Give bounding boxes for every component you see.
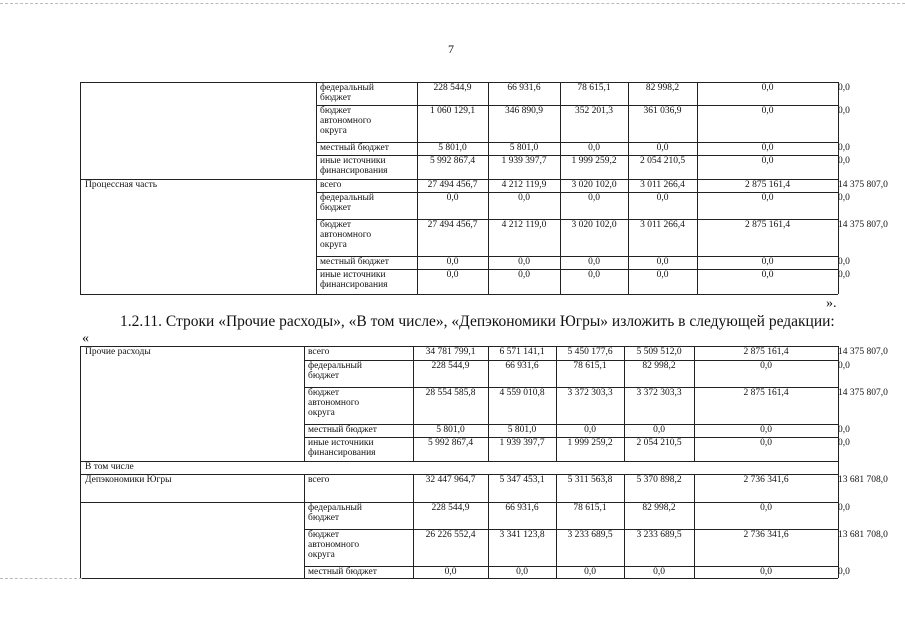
closing-quote: ». xyxy=(826,296,837,311)
grid-vline xyxy=(304,474,305,578)
funding-source-label xyxy=(320,220,371,250)
cell-value: 0,0 xyxy=(761,193,774,203)
cell-value: 6 571 141,1 xyxy=(499,347,545,357)
cell-value: 5 801,0 xyxy=(438,143,467,153)
grid-hline xyxy=(80,461,838,462)
cell-value: 0,0 xyxy=(838,438,850,448)
funding-source-label xyxy=(320,257,389,267)
row-section-label: Депэкономики Югры xyxy=(85,475,172,485)
funding-source-label xyxy=(308,347,329,357)
cell-value: 0,0 xyxy=(588,143,600,153)
cell-value: 228 544,9 xyxy=(431,503,470,513)
funding-source-line: местный бюджет xyxy=(320,143,389,153)
cell-value: 0,0 xyxy=(656,193,669,203)
cell-value: 0,0 xyxy=(584,425,596,435)
funding-source-line: бюджет xyxy=(308,388,340,398)
amendment-paragraph: 1.2.11. Строки «Прочие расходы», «В том числе», «Депэкономики Югры» изложить в следующей редакции: xyxy=(120,313,835,330)
cell-value: 0,0 xyxy=(838,83,850,93)
funding-source-label xyxy=(308,388,359,418)
cell-value: 2 054 210,5 xyxy=(639,156,686,166)
cell-value: 26 226 552,4 xyxy=(425,530,476,540)
funding-source-line: бюджет xyxy=(320,93,352,103)
cell-value: 228 544,9 xyxy=(431,361,470,371)
funding-source-label xyxy=(320,83,374,103)
funding-source-line: местный бюджет xyxy=(308,567,377,577)
cell-value: 346 890,9 xyxy=(505,106,543,116)
cell-value: 0,0 xyxy=(838,106,850,116)
funding-source-line: федеральный xyxy=(320,193,374,203)
funding-source-line: автономного xyxy=(320,116,372,126)
cell-value: 0,0 xyxy=(761,83,774,93)
funding-source-line: округа xyxy=(320,126,347,136)
grid-hline xyxy=(80,294,838,295)
cell-value: 0,0 xyxy=(588,193,600,203)
cell-value: 2 875 161,4 xyxy=(743,347,789,357)
cell-value: 0,0 xyxy=(584,567,596,577)
cell-value: 3 011 266,4 xyxy=(640,180,685,190)
funding-source-line: округа xyxy=(308,408,335,418)
cell-value: 66 931,6 xyxy=(507,83,541,93)
funding-source-line: бюджет xyxy=(308,530,340,540)
cell-value: 3 020 102,0 xyxy=(571,220,617,230)
cell-value: 5 509 512,0 xyxy=(636,347,682,357)
funding-source-line: финансирования xyxy=(308,448,376,458)
cell-value: 3 011 266,4 xyxy=(640,220,685,230)
cell-value: 2 054 210,5 xyxy=(636,438,682,448)
cell-value: 0,0 xyxy=(518,257,530,267)
cell-value: 14 375 807,0 xyxy=(838,347,888,357)
cell-value: 4 559 010,8 xyxy=(499,388,545,398)
cell-value: 5 992 867,4 xyxy=(427,438,474,448)
cell-value: 0,0 xyxy=(656,257,669,267)
page-number: 7 xyxy=(448,42,454,56)
cell-value: 78 615,1 xyxy=(573,503,607,513)
funding-source-line: местный бюджет xyxy=(308,425,377,435)
cell-value: 0,0 xyxy=(588,270,600,280)
cell-value: 2 875 161,4 xyxy=(744,180,791,190)
funding-source-line: всего xyxy=(320,180,342,190)
cell-value: 0,0 xyxy=(516,567,528,577)
grid-vline xyxy=(80,346,81,578)
cell-value: 5 992 867,4 xyxy=(429,156,476,166)
funding-source-label xyxy=(308,475,329,485)
cell-value: 34 781 799,1 xyxy=(425,347,476,357)
cell-value: 32 447 964,7 xyxy=(425,475,476,485)
cell-value: 0,0 xyxy=(656,270,669,280)
cell-value: 66 931,6 xyxy=(505,361,539,371)
funding-source-line: автономного xyxy=(320,230,372,240)
cell-value: 0,0 xyxy=(446,193,459,203)
cell-value: 2 736 341,6 xyxy=(743,475,789,485)
grid-hline xyxy=(80,578,838,579)
cell-value: 0,0 xyxy=(588,257,600,267)
cell-value: 3 233 689,5 xyxy=(636,530,682,540)
funding-source-line: автономного xyxy=(308,540,360,550)
cell-value: 0,0 xyxy=(444,567,457,577)
cell-value: 3 341 123,8 xyxy=(499,530,545,540)
funding-source-line: бюджет xyxy=(308,371,340,381)
cell-value: 3 372 303,3 xyxy=(567,388,613,398)
cell-value: 3 372 303,3 xyxy=(636,388,682,398)
funding-source-line: округа xyxy=(308,550,335,560)
scan-edge-bottom xyxy=(0,578,82,579)
funding-source-label xyxy=(308,530,359,560)
cell-value: 352 201,3 xyxy=(575,106,613,116)
funding-source-line: округа xyxy=(320,240,347,250)
opening-quote: « xyxy=(82,331,89,346)
funding-source-label xyxy=(308,425,377,435)
cell-value: 27 494 456,7 xyxy=(427,220,478,230)
cell-value: 82 998,2 xyxy=(645,83,680,93)
cell-value: 5 801,0 xyxy=(436,425,465,435)
cell-value: 2 736 341,6 xyxy=(743,530,789,540)
cell-value: 5 801,0 xyxy=(509,143,539,153)
funding-source-line: федеральный xyxy=(320,83,374,93)
cell-value: 0,0 xyxy=(838,425,850,435)
funding-source-line: иные источники xyxy=(320,270,386,280)
funding-source-line: бюджет xyxy=(320,106,352,116)
cell-value: 0,0 xyxy=(761,143,774,153)
funding-source-line: финансирования xyxy=(320,166,388,176)
funding-source-line: всего xyxy=(308,347,330,357)
cell-value: 1 939 397,7 xyxy=(501,156,547,166)
funding-source-line: иные источники xyxy=(308,438,374,448)
cell-value: 28 554 585,8 xyxy=(425,388,476,398)
grid-vline xyxy=(694,474,695,578)
cell-value: 5 801,0 xyxy=(507,425,537,435)
cell-value: 1 939 397,7 xyxy=(499,438,545,448)
funding-source-label xyxy=(308,438,376,458)
grid-vline xyxy=(80,82,81,294)
cell-value: 66 931,6 xyxy=(505,503,539,513)
cell-value: 4 212 119,0 xyxy=(501,220,547,230)
cell-value: 0,0 xyxy=(653,567,665,577)
cell-value: 2 875 161,4 xyxy=(744,220,791,230)
funding-source-line: бюджет xyxy=(308,513,340,523)
grid-vline xyxy=(556,474,557,578)
cell-value: 5 311 563,8 xyxy=(567,475,613,485)
funding-source-line: федеральный xyxy=(308,361,362,371)
cell-value: 5 370 898,2 xyxy=(636,475,682,485)
row-section-label: В том числе xyxy=(85,462,134,472)
funding-source-line: автономного xyxy=(308,398,360,408)
grid-vline xyxy=(624,474,625,578)
cell-value: 0,0 xyxy=(656,143,669,153)
grid-vline xyxy=(488,474,489,578)
grid-vline xyxy=(316,82,317,294)
funding-source-label xyxy=(308,361,362,381)
cell-value: 13 681 708,0 xyxy=(838,530,888,540)
cell-value: 82 998,2 xyxy=(642,361,676,371)
funding-source-line: всего xyxy=(308,475,330,485)
cell-value: 3 020 102,0 xyxy=(571,180,617,190)
cell-value: 228 544,9 xyxy=(433,83,472,93)
cell-value: 0,0 xyxy=(518,193,530,203)
cell-value: 82 998,2 xyxy=(642,503,676,513)
cell-value: 1 060 129,1 xyxy=(429,106,476,116)
cell-value: 361 036,9 xyxy=(643,106,682,116)
scan-edge-top xyxy=(0,3,905,4)
grid-vline xyxy=(304,346,305,461)
funding-source-label xyxy=(308,503,362,523)
cell-value: 0,0 xyxy=(838,567,850,577)
cell-value: 3 233 689,5 xyxy=(567,530,613,540)
funding-source-line: иные источники xyxy=(320,156,386,166)
cell-value: 0,0 xyxy=(838,143,850,153)
cell-value: 0,0 xyxy=(761,106,774,116)
funding-source-line: бюджет xyxy=(320,203,352,213)
funding-source-line: федеральный xyxy=(308,503,362,513)
cell-value: 14 375 807,0 xyxy=(838,388,888,398)
cell-value: 0,0 xyxy=(653,425,665,435)
funding-source-label xyxy=(308,567,377,577)
cell-value: 0,0 xyxy=(446,257,459,267)
cell-value: 0,0 xyxy=(760,361,772,371)
cell-value: 78 615,1 xyxy=(577,83,611,93)
row-section-label: Процессная часть xyxy=(85,180,158,190)
cell-value: 13 681 708,0 xyxy=(838,475,888,485)
funding-source-line: бюджет xyxy=(320,220,352,230)
funding-source-label xyxy=(320,143,389,153)
funding-source-label xyxy=(320,180,341,190)
cell-value: 0,0 xyxy=(838,156,850,166)
cell-value: 0,0 xyxy=(760,503,772,513)
funding-source-line: местный бюджет xyxy=(320,257,389,267)
cell-value: 0,0 xyxy=(518,270,530,280)
grid-vline xyxy=(413,474,414,578)
cell-value: 0,0 xyxy=(838,503,850,513)
cell-value: 0,0 xyxy=(761,270,774,280)
cell-value: 0,0 xyxy=(760,438,772,448)
cell-value: 0,0 xyxy=(760,425,772,435)
cell-value: 4 212 119,9 xyxy=(501,180,547,190)
cell-value: 0,0 xyxy=(761,156,774,166)
row-section-label: Прочие расходы xyxy=(85,347,151,357)
cell-value: 5 347 453,1 xyxy=(499,475,545,485)
funding-source-label xyxy=(320,270,388,290)
grid-vline xyxy=(838,346,839,578)
cell-value: 14 375 807,0 xyxy=(838,220,888,230)
cell-value: 0,0 xyxy=(760,567,772,577)
cell-value: 0,0 xyxy=(446,270,459,280)
funding-source-label xyxy=(320,106,371,136)
cell-value: 0,0 xyxy=(838,193,850,203)
cell-value: 5 450 177,6 xyxy=(567,347,613,357)
cell-value: 0,0 xyxy=(838,257,850,267)
cell-value: 27 494 456,7 xyxy=(427,180,478,190)
cell-value: 78 615,1 xyxy=(573,361,607,371)
funding-source-label xyxy=(320,193,374,213)
funding-source-label xyxy=(320,156,388,176)
cell-value: 0,0 xyxy=(838,361,850,371)
cell-value: 1 999 259,2 xyxy=(571,156,617,166)
cell-value: 0,0 xyxy=(761,257,774,267)
cell-value: 2 875 161,4 xyxy=(743,388,789,398)
cell-value: 14 375 807,0 xyxy=(838,180,888,190)
cell-value: 0,0 xyxy=(838,270,850,280)
funding-source-line: финансирования xyxy=(320,280,388,290)
cell-value: 1 999 259,2 xyxy=(567,438,613,448)
